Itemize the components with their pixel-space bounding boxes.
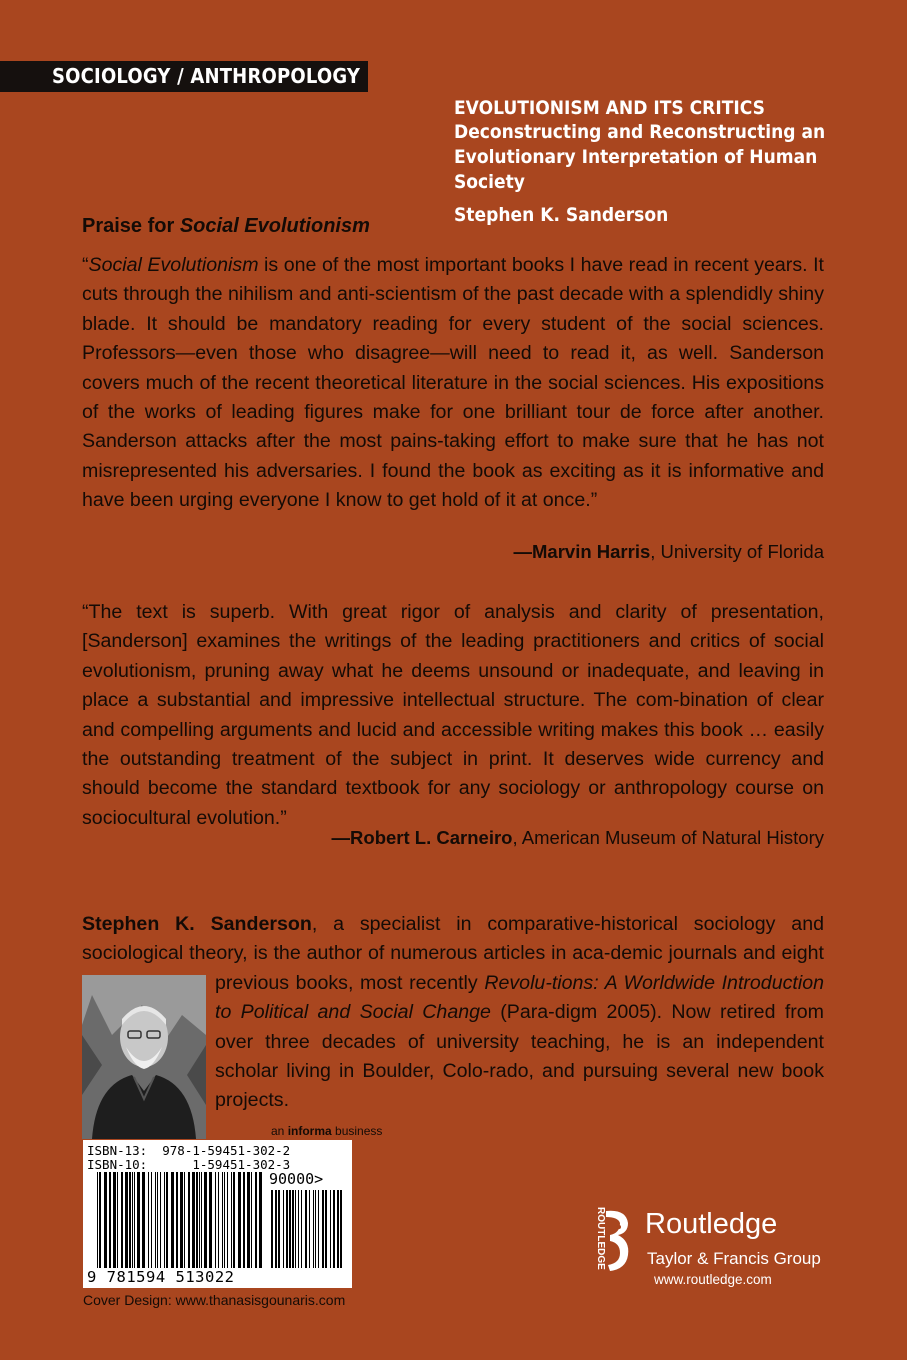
- routledge-logo-icon: [584, 1205, 644, 1275]
- book-subtitle-line1: Deconstructing and Reconstructing an: [454, 121, 826, 143]
- bio-author-name: Stephen K. Sanderson: [82, 913, 312, 935]
- publisher-group: Taylor & Francis Group: [647, 1249, 821, 1268]
- barcode-bar: [222, 1172, 223, 1268]
- barcode-bar: [199, 1172, 200, 1268]
- praise-heading-prefix: Praise for: [82, 215, 180, 237]
- barcode-bar: [247, 1172, 250, 1268]
- barcode-bar: [238, 1172, 241, 1268]
- price-barcode-bar: [337, 1190, 339, 1268]
- price-barcode-bar: [325, 1190, 327, 1268]
- informa-prefix: an: [271, 1124, 288, 1138]
- barcode-bar: [224, 1172, 225, 1268]
- price-barcode-bar: [295, 1190, 296, 1268]
- book-author: Stephen K. Sanderson: [454, 204, 669, 226]
- barcode-bar: [259, 1172, 262, 1268]
- price-barcode-bar: [305, 1190, 307, 1268]
- review-quote-2: [82, 598, 824, 833]
- barcode-bar: [129, 1172, 131, 1268]
- barcode-bar: [134, 1172, 135, 1268]
- book-title: EVOLUTIONISM AND ITS CRITICS: [454, 97, 765, 119]
- barcode-bar: [201, 1172, 202, 1268]
- barcode-bar: [104, 1172, 107, 1268]
- barcode-bar: [148, 1172, 149, 1268]
- praise-heading-title: Social Evolutionism: [179, 215, 370, 237]
- barcode-bar: [121, 1172, 123, 1268]
- barcode-bar: [176, 1172, 178, 1268]
- barcode-bar: [192, 1172, 195, 1268]
- barcode-bar: [137, 1172, 140, 1268]
- price-barcode-bar: [309, 1190, 310, 1268]
- barcode-bar: [188, 1172, 190, 1268]
- price-barcode-bar: [313, 1190, 314, 1268]
- price-barcode-bar: [330, 1190, 331, 1268]
- barcode-bar: [171, 1172, 174, 1268]
- informa-business-line: [271, 1124, 382, 1138]
- book-subtitle-line2: Evolutionary Interpretation of Human Society: [454, 146, 818, 193]
- author-photo: [82, 975, 206, 1139]
- review-attribution-1: [514, 541, 825, 563]
- publisher-url: www.routledge.com: [654, 1272, 772, 1287]
- bio-book-title: Revolu-tions: A Worldwide Introduction to Political and Social Change: [215, 971, 824, 1024]
- barcode-bar: [132, 1172, 133, 1268]
- barcode-bar: [218, 1172, 219, 1268]
- attribution2-name: —Robert L. Carneiro: [331, 827, 513, 848]
- barcode-bar: [157, 1172, 158, 1268]
- barcode-bar: [227, 1172, 228, 1268]
- category-label: SOCIOLOGY / ANTHROPOLOGY: [52, 64, 361, 88]
- bio-text-after: (Para-digm 2005). Now retired from over three decades of university teaching, he is an independent scholar living in Boulder, Colo-rado, and pursuing several new book projects.: [215, 1001, 825, 1112]
- barcode-bar: [160, 1172, 161, 1268]
- quote1-text: is one of the most important books I have read in recent years. It cuts through the nihilism and anti-scientism of the past decade with a splendidly shiny blade. It should be mandatory reading for every student of the social sciences. Professors—even those who disagree—will need to read it, as well. Sanderson covers much of the recent theoretical literature in the social sciences. His expositions of the works of leading figures make for one brilliant tour de force after another. Sanderson attacks after the most pains-taking effort to make sure that he has not misrepresented his adversaries. I found the book as exciting as it is informative and have been urging everyone I know to get hold of it at once.”: [82, 254, 824, 512]
- barcode-bar: [196, 1172, 198, 1268]
- barcode-image: [83, 1140, 352, 1288]
- author-photo-image: [82, 975, 206, 1139]
- isbn13-label: ISBN-13: 978-1-59451-302-2: [87, 1143, 291, 1158]
- praise-heading: [82, 215, 370, 238]
- barcode-bar: [109, 1172, 111, 1268]
- routledge-logo-text: ROUTLEDGE: [595, 1207, 606, 1270]
- price-barcode-bar: [283, 1190, 284, 1268]
- review-quote-1: [82, 251, 824, 516]
- barcode-bar: [97, 1172, 98, 1268]
- price-barcode-bar: [292, 1190, 294, 1268]
- informa-brand: informa: [287, 1124, 332, 1138]
- price-barcode-bar: [322, 1190, 324, 1268]
- barcode-bar: [164, 1172, 165, 1268]
- barcode-digits: 9 781594 513022: [87, 1268, 235, 1286]
- barcode-bar: [125, 1172, 128, 1268]
- price-barcode-bar: [298, 1190, 299, 1268]
- barcode-bar: [142, 1172, 145, 1268]
- author-bio: [82, 910, 824, 1139]
- bio-text-before: , a specialist in comparative-historical sociology and sociological theory, is the author of numerous articles in aca-demic journals and eight previous books, most recently: [82, 913, 824, 994]
- barcode-bar: [155, 1172, 156, 1268]
- barcode-bar: [113, 1172, 116, 1268]
- barcode-box: [83, 1140, 352, 1288]
- price-barcode-bar: [278, 1190, 280, 1268]
- barcode-bar: [251, 1172, 252, 1268]
- review-attribution-2: [332, 827, 824, 849]
- price-barcode-bar: [286, 1190, 288, 1268]
- barcode-bar: [233, 1172, 235, 1268]
- attribution1-affiliation: , University of Florida: [650, 541, 824, 562]
- quote1-open-mark: “: [82, 254, 89, 276]
- cover-design-credit: Cover Design: www.thanasisgounaris.com: [83, 1292, 346, 1308]
- attribution2-affiliation: , American Museum of Natural History: [512, 827, 824, 848]
- barcode-bar: [184, 1172, 185, 1268]
- barcode-bar: [231, 1172, 232, 1268]
- barcode-bar: [243, 1172, 245, 1268]
- barcode-bar: [99, 1172, 101, 1268]
- price-barcode-bar: [315, 1190, 316, 1268]
- barcode-bar: [204, 1172, 207, 1268]
- price-barcode-bar: [289, 1190, 291, 1268]
- barcode-bar: [215, 1172, 216, 1268]
- category-banner: [0, 61, 368, 92]
- price-barcode-bar: [318, 1190, 319, 1268]
- barcode-bar: [166, 1172, 168, 1268]
- price-barcode-bar: [301, 1190, 302, 1268]
- price-barcode-bar: [271, 1190, 273, 1268]
- price-barcode-bar: [333, 1190, 335, 1268]
- price-barcode-bar: [340, 1190, 342, 1268]
- attribution1-name: —Marvin Harris: [513, 541, 651, 562]
- price-code: 90000>: [269, 1170, 324, 1188]
- barcode-bar: [117, 1172, 118, 1268]
- isbn10-label: ISBN-10: 1-59451-302-3: [87, 1157, 291, 1172]
- quote2-text: “The text is superb. With great rigor of analysis and clarity of presentation, [Sanderson] examines the writings of the leading practitioners and critics of social evolutionism, pruning away what he deems unsound or inadequate, and leaving in place a substantial and impressive intellectual structure. The com-bination of clear and compelling arguments and lucid and accessible writing makes this book … easily the outstanding treatment of the subject in print. It deserves wide currency and should become the standard textbook for any sociology or anthropology course on sociocultural evolution.”: [82, 601, 824, 829]
- barcode-bar: [255, 1172, 257, 1268]
- barcode-bar: [180, 1172, 183, 1268]
- informa-suffix: business: [331, 1124, 383, 1138]
- quote1-book-title: Social Evolutionism: [88, 254, 259, 276]
- barcode-bar: [151, 1172, 152, 1268]
- price-barcode-bar: [275, 1190, 277, 1268]
- book-title-block: [454, 96, 894, 227]
- barcode-bar: [209, 1172, 212, 1268]
- publisher-name: Routledge: [645, 1208, 778, 1240]
